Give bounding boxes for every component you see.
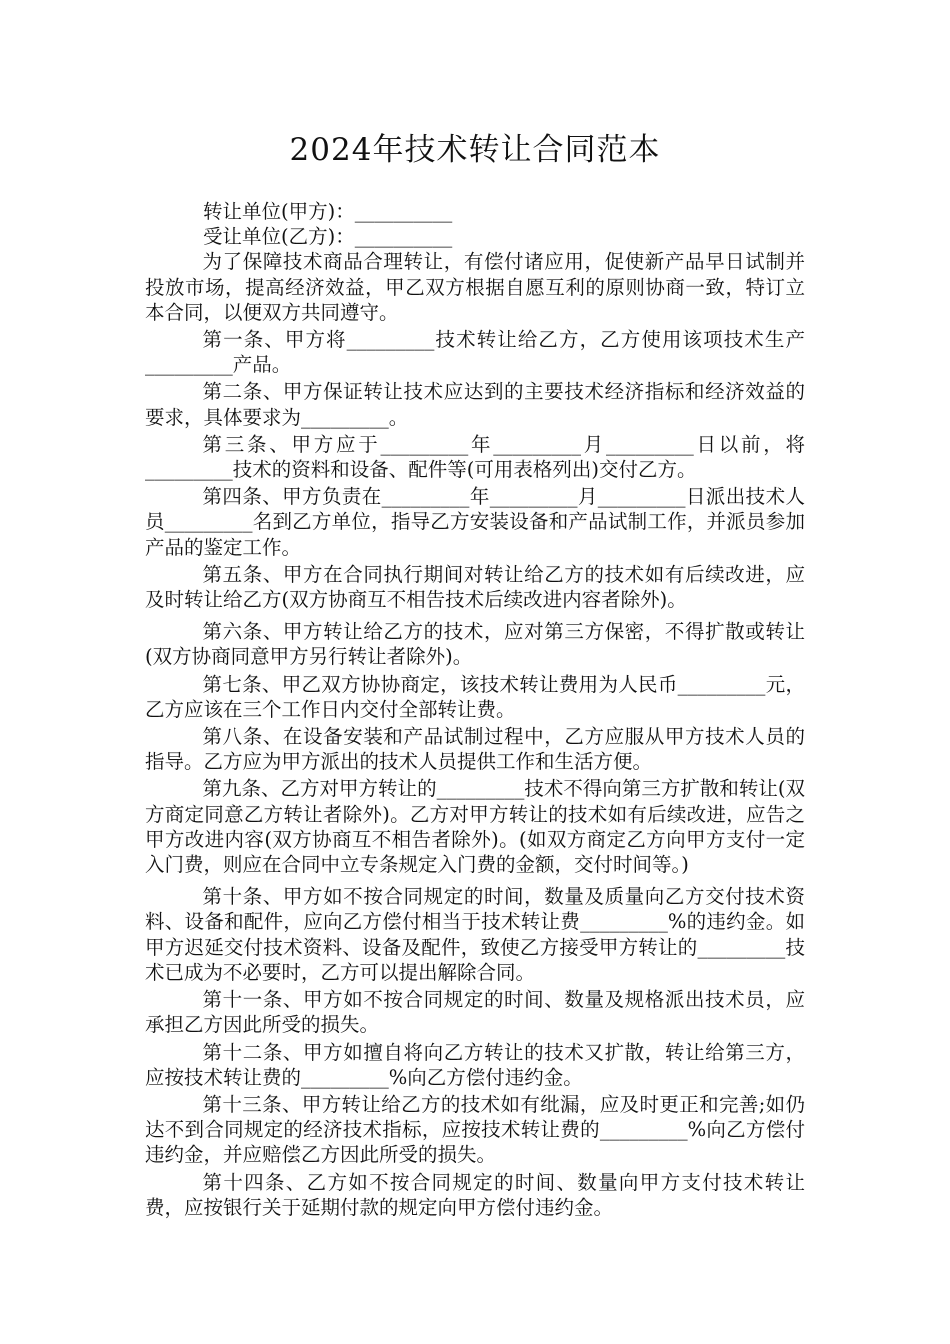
preamble-paragraph: 为了保障技术商品合理转让，有偿付诸应用，促使新产品早日试制并投放市场，提高经济效益，甲乙双方根据自愿互利的原则协商一致，特订立本合同，以便双方共同遵守。	[145, 250, 805, 324]
article-12: 第十二条、甲方如擅自将向乙方转让的技术又扩散，转让给第三方，应按技术转让费的_________%向乙方偿付违约金。	[145, 1040, 805, 1089]
article-1: 第一条、甲方将_________技术转让给乙方，乙方使用该项技术生产_________产品。	[145, 328, 805, 377]
transferor-line: 转让单位(甲方)：__________	[203, 200, 453, 223]
article-8: 第八条、在设备安装和产品试制过程中，乙方应服从甲方技术人员的指导。乙方应为甲方派出的技术人员提供工作和生活方便。	[145, 725, 805, 774]
article-9: 第九条、乙方对甲方转让的_________技术不得向第三方扩散和转让(双方商定同意乙方转让者除外)。乙方对甲方转让的技术如有后续改进，应告之甲方改进内容(双方协商互不相告者除外)。(如双方商定乙方向甲方支付一定入门费，则应在合同中立专条规定入门费的金额，交付时间等。)	[145, 777, 805, 877]
article-2: 第二条、甲方保证转让技术应达到的主要技术经济指标和经济效益的要求，具体要求为_________。	[145, 380, 805, 429]
article-11: 第十一条、甲方如不按合同规定的时间、数量及规格派出技术员，应承担乙方因此所受的损失。	[145, 988, 805, 1037]
document-title: 2024年技术转让合同范本	[289, 132, 661, 168]
transferee-line: 受让单位(乙方)：__________	[203, 225, 453, 249]
article-13: 第十三条、甲方转让给乙方的技术如有纰漏，应及时更正和完善;如仍达不到合同规定的经济技术指标，应按技术转让费的_________%向乙方偿付违约金，并应赔偿乙方因此所受的损失。	[145, 1092, 805, 1167]
document-body	[145, 199, 805, 1220]
article-10: 第十条、甲方如不按合同规定的时间，数量及质量向乙方交付技术资料、设备和配件，应向乙方偿付相当于技术转让费_________%的违约金。如甲方迟延交付技术资料、设备及配件，致使乙方接受甲方转让的_________技术已成为不必要时，乙方可以提出解除合同。	[145, 885, 805, 984]
article-7: 第七条、甲乙双方协协商定，该技术转让费用为人民币_________元，乙方应该在三个工作日内交付全部转让费。	[145, 672, 805, 721]
article-6: 第六条、甲方转让给乙方的技术，应对第三方保密，不得扩散或转让(双方协商同意甲方另行转让者除外)。	[145, 620, 805, 669]
article-14: 第十四条、乙方如不按合同规定的时间、数量向甲方支付技术转让费，应按银行关于延期付款的规定向甲方偿付违约金。	[145, 1170, 805, 1219]
article-4: 第四条、甲方负责在_________年_________月_________日派出技术人员_________名到乙方单位，指导乙方安装设备和产品试制工作，并派员参加产品的鉴定工作。	[145, 485, 805, 559]
article-3: 第三条、甲方应于_________年_________月_________日以前，将_________技术的资料和设备、配件等(可用表格列出)交付乙方。	[145, 432, 805, 482]
article-5: 第五条、甲方在合同执行期间对转让给乙方的技术如有后续改进，应及时转让给乙方(双方协商互不相告技术后续改进内容者除外)。	[145, 562, 805, 612]
